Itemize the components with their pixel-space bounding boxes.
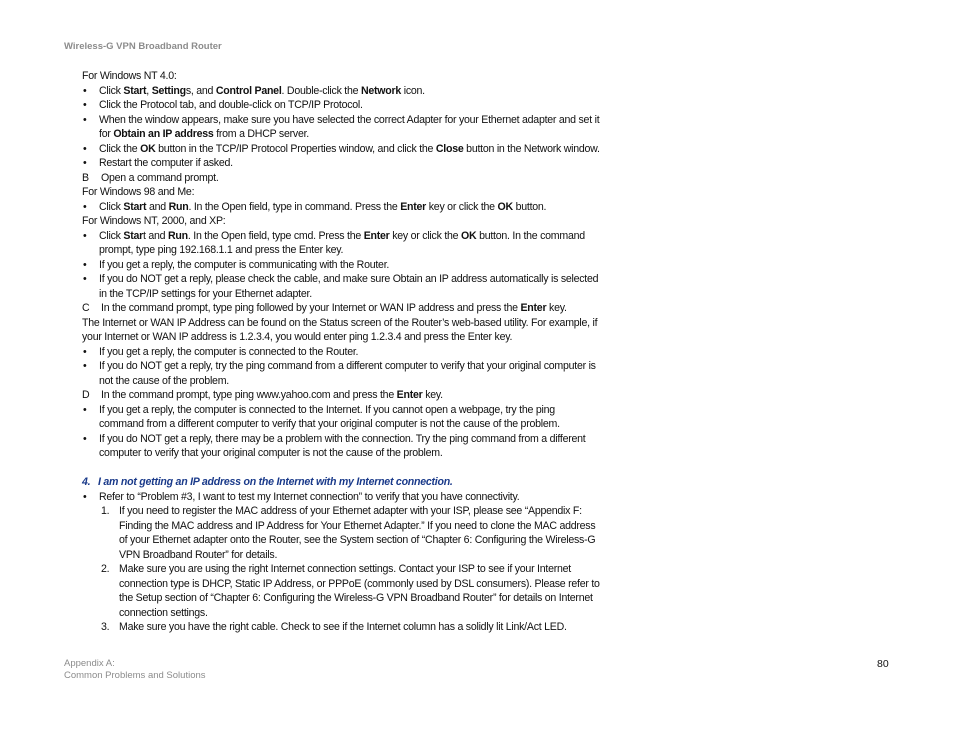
list-item: • If you get a reply, the computer is communicating with the Router. bbox=[83, 258, 390, 271]
spacer bbox=[82, 461, 602, 476]
numbered-item: 1. If you need to register the MAC address of your Ethernet adapter with your ISP, please see “Appendix F: Finding the MAC address and IP Address for Your Ethernet Adapter.” If you need to clone the MAC address of your Ethernet adapter onto the Router, see the System section of “Chapter 6: Configuring the Wireless-G VPN Broadband Router” for details. bbox=[101, 505, 596, 561]
footer-line-2: Common Problems and Solutions bbox=[64, 670, 206, 681]
bullet-icon: • bbox=[83, 200, 87, 213]
list-item: • Click Start and Run. In the Open field, type in command. Press the Enter key or click the OK button. bbox=[83, 200, 547, 213]
list-item: • If you get a reply, the computer is connected to the Internet. If you cannot open a webpage, try the ping command from a different computer to verify that your original computer is not the cause of the problem. bbox=[83, 403, 560, 430]
page-number: 80 bbox=[877, 658, 889, 670]
step-marker: C bbox=[82, 302, 90, 314]
list-item: • If you do NOT get a reply, try the ping command from a different computer to verify that your original computer is not the cause of the problem. bbox=[83, 360, 596, 387]
bullet-icon: • bbox=[83, 273, 87, 285]
bullet-icon: • bbox=[83, 360, 87, 372]
footer-line-1: Appendix A: bbox=[64, 658, 115, 669]
step-d: D In the command prompt, type ping www.yahoo.com and press the Enter key. bbox=[82, 389, 443, 401]
bullet-icon: • bbox=[83, 142, 87, 155]
bullet-icon: • bbox=[83, 345, 87, 358]
list-item: • Restart the computer if asked. bbox=[83, 157, 233, 169]
numbered-item: 3. Make sure you have the right cable. Check to see if the Internet column has a solidly lit Link/Act LED. bbox=[101, 621, 567, 633]
wnt-title: For Windows NT, 2000, and XP: bbox=[82, 215, 226, 227]
list-item: • Refer to “Problem #3, I want to test my Internet connection” to verify that you have connectivity. bbox=[83, 490, 520, 503]
step-marker: D bbox=[82, 389, 90, 401]
bullet-icon: • bbox=[83, 229, 87, 242]
w98-title: For Windows 98 and Me: bbox=[82, 186, 195, 198]
list-item: • Click the Protocol tab, and double-click on TCP/IP Protocol. bbox=[83, 99, 363, 111]
list-item: • If you do NOT get a reply, please check the cable, and make sure Obtain an IP address automatically is selected in the TCP/IP settings for your Ethernet adapter. bbox=[83, 273, 599, 300]
bullet-icon: • bbox=[83, 432, 87, 445]
list-item: • If you get a reply, the computer is connected to the Router. bbox=[83, 345, 359, 358]
item-number: 2. bbox=[101, 563, 110, 575]
nt40-title: For Windows NT 4.0: bbox=[82, 70, 177, 82]
bullet-icon: • bbox=[83, 84, 87, 97]
list-item: • If you do NOT get a reply, there may be a problem with the connection. Try the ping command from a different computer to verify that your original computer is not the cause of the problem. bbox=[83, 432, 586, 459]
step-c: C In the command prompt, type ping followed by your Internet or WAN IP address and press the Enter key. bbox=[82, 302, 567, 314]
item-number: 1. bbox=[101, 505, 110, 517]
problem-4-heading bbox=[82, 475, 602, 490]
list-item: • Click the OK button in the TCP/IP Protocol Properties window, and click the Close button in the Network window. bbox=[83, 142, 600, 155]
bullet-icon: • bbox=[83, 157, 87, 169]
bullet-icon: • bbox=[83, 403, 87, 416]
bullet-icon: • bbox=[83, 258, 87, 271]
step-marker: B bbox=[82, 171, 89, 184]
running-header: Wireless-G VPN Broadband Router bbox=[64, 41, 222, 52]
step-c-note: The Internet or WAN IP Address can be found on the Status screen of the Router’s web-based utility. For example, if your Internet or WAN IP address is 1.2.3.4, you would enter ping 1.2.3.4 and press the Enter key. bbox=[82, 316, 598, 343]
list-item: • Click Start, Settings, and Control Panel. Double-click the Network icon. bbox=[83, 84, 425, 97]
bullet-icon: • bbox=[83, 490, 87, 503]
problem-number: 4. bbox=[82, 476, 91, 488]
bullet-icon: • bbox=[83, 113, 87, 126]
problem-title: I am not getting an IP address on the Internet with my Internet connection. bbox=[98, 476, 453, 488]
item-number: 3. bbox=[101, 621, 110, 633]
list-item: • When the window appears, make sure you have selected the correct Adapter for your Ethernet adapter and set it for Obtain an IP address from a DHCP server. bbox=[83, 113, 600, 140]
step-b: B Open a command prompt. bbox=[82, 171, 219, 184]
page-footer bbox=[64, 658, 206, 682]
bullet-icon: • bbox=[83, 99, 87, 111]
numbered-item: 2. Make sure you are using the right Internet connection settings. Contact your ISP to see if your Internet connection type is DHCP, Static IP Address, or PPPoE (commonly used by DSL consumers). Please refer to the Setup section of “Chapter 6: Configuring the Wireless-G VPN Broadband Router” for details on Internet connection settings. bbox=[101, 563, 600, 619]
page-body bbox=[82, 69, 602, 635]
list-item: • Click Start and Run. In the Open field, type cmd. Press the Enter key or click the OK button. In the command prompt, type ping 192.168.1.1 and press the Enter key. bbox=[83, 229, 585, 256]
